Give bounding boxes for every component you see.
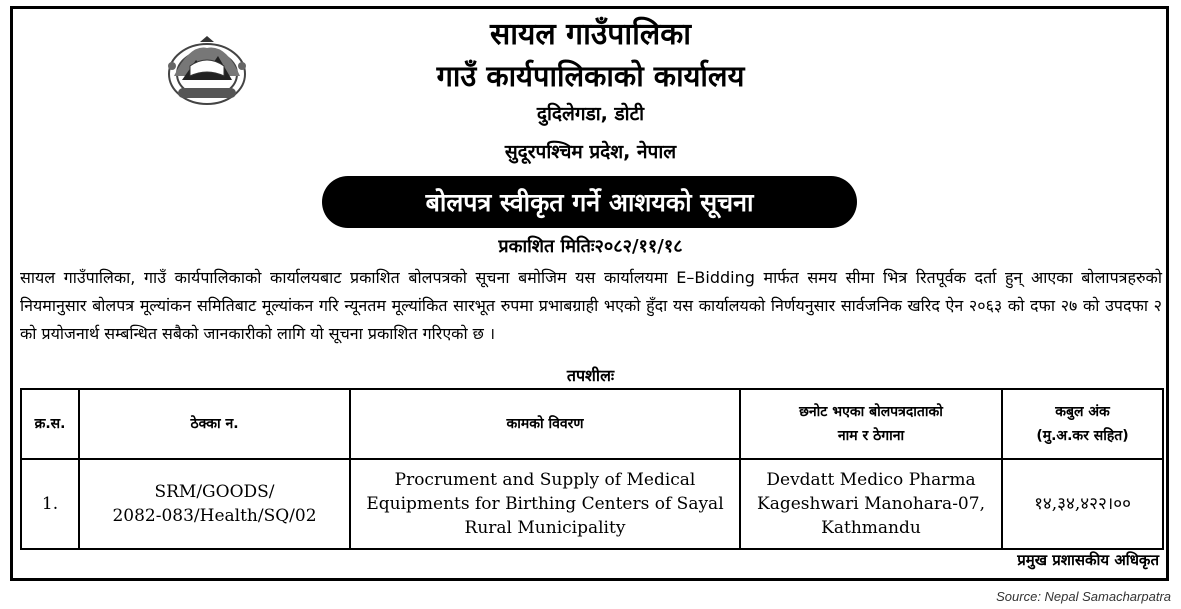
cell-bidder: Devdatt Medico Pharma Kageshwari Manohara-07, Kathmandu — [740, 459, 1002, 549]
office-location: दुदिलेगडा, डोटी — [536, 103, 645, 125]
header-sn: क्र.स. — [21, 389, 79, 459]
province-country: सुदूरपश्चिम प्रदेश, नेपाल — [504, 141, 677, 163]
table-row — [21, 459, 1163, 549]
header-work-description: कामको विवरण — [350, 389, 740, 459]
office-name: गाउँ कार्यपालिकाको कार्यालय — [436, 59, 745, 93]
municipality-name: सायल गाउँपालिका — [489, 17, 692, 52]
header-contract-no: ठेक्का न. — [79, 389, 350, 459]
notice-title-banner — [322, 176, 857, 228]
source-credit: Source: Nepal Samacharpatra — [996, 589, 1171, 604]
table-header-row — [21, 389, 1163, 459]
notice-title: बोलपत्र स्वीकृत गर्ने आशयको सूचना — [425, 188, 754, 217]
cell-contract-no: SRM/GOODS/ 2082-083/Health/SQ/02 — [79, 459, 350, 549]
notice-body: सायल गाउँपालिका, गाउँ कार्यपालिकाको कार्यालयबाट प्रकाशित बोलपत्रको सूचना बमोजिम यस कार्यालयमा E–Bidding मार्फत समय सीमा भित्र रितपूर्वक दर्ता हुन् आएका बोलापत्रहरुको नियमानुसार बोलपत्र मूल्यांकन समितिबाट मूल्यांकन गरि न्यूनतम मूल्यांकित सारभूत रुपमा प्रभाबग्राही भएको हुँदा यस कार्यालयको निर्णयनुसार सार्वजनिक खरिद ऐन २०६३ को दफा २७ को उपदफा २ को प्रयोजनार्थ सम्बन्धित सबैको जानकारीको लागि यो सूचना प्रकाशित गरिएको छ । — [20, 268, 1162, 343]
cell-work-description: Procrument and Supply of Medical Equipments for Birthing Centers of Sayal Rural Municipality — [350, 459, 740, 549]
signatory: प्रमुख प्रशासकीय अधिकृत — [1017, 551, 1159, 569]
cell-sn: 1. — [21, 459, 79, 549]
award-table — [20, 388, 1164, 550]
details-label: तपशीलः — [566, 366, 615, 385]
header-bidder: छनोट भएका बोलपत्रदाताको नाम र ठेगाना — [740, 389, 1002, 459]
cell-amount: १४,३४,४२२।०० — [1002, 459, 1163, 549]
header-amount: कबुल अंक (मु.अ.कर सहित) — [1002, 389, 1163, 459]
published-date: प्रकाशित मितिः२०८२/११/१८ — [498, 236, 683, 257]
